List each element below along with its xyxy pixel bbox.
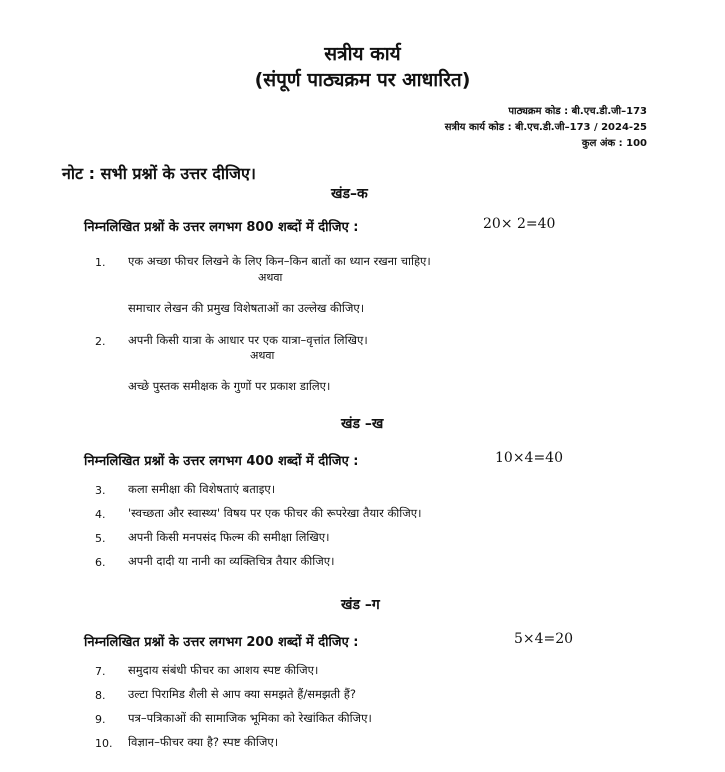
instruction-note: नोट : सभी प्रश्नों के उत्तर दीजिए।: [62, 164, 256, 183]
question-text: पत्र–पत्रिकाओं की सामाजिक भूमिका को रेखांकित कीजिए।: [128, 711, 372, 725]
question-number: 9.: [95, 713, 106, 726]
question-number: 10.: [95, 737, 113, 750]
section-heading-c: खंड –ग: [341, 597, 380, 613]
question-number: 2.: [95, 335, 106, 348]
section-instruction-c: निम्नलिखित प्रश्नों के उत्तर लगभग 200 शब्दों में दीजिए :: [84, 635, 359, 650]
section-marks-a: 20× 2=40: [483, 216, 556, 232]
page-title: सत्रीय कार्य: [324, 43, 401, 65]
question-text: एक अच्छा फीचर लिखने के लिए किन–किन बातों का ध्यान रखना चाहिए।: [128, 254, 431, 268]
or-label: अथवा: [258, 271, 283, 284]
question-number: 5.: [95, 532, 106, 545]
question-text: कला समीक्षा की विशेषताएं बताइए।: [128, 482, 276, 496]
question-text: 'स्वच्छता और स्वास्थ्य' विषय पर एक फीचर की रूपरेखा तैयार कीजिए।: [128, 506, 422, 520]
page-subtitle: (संपूर्ण पाठ्यक्रम पर आधारित): [254, 69, 471, 91]
question-text: उल्टा पिरामिड शैली से आप क्या समझते हैं/समझती हैं?: [128, 687, 356, 701]
question-number: 6.: [95, 556, 106, 569]
section-heading-a: खंड–क: [331, 186, 368, 202]
section-marks-b: 10×4=40: [495, 450, 563, 466]
section-instruction-a: निम्नलिखित प्रश्नों के उत्तर लगभग 800 शब्दों में दीजिए :: [84, 220, 359, 235]
total-marks: कुल अंक : 100: [581, 138, 647, 149]
question-number: 1.: [95, 256, 106, 269]
course-code: पाठ्यक्रम कोड : बी.एच.डी.जी–173: [508, 106, 647, 117]
section-heading-b: खंड –ख: [341, 416, 384, 432]
question-alternate-text: अच्छे पुस्तक समीक्षक के गुणों पर प्रकाश डालिए।: [128, 379, 331, 393]
section-marks-c: 5×4=20: [514, 631, 574, 647]
question-text: अपनी किसी यात्रा के आधार पर एक यात्रा–वृत्तांत लिखिए।: [128, 333, 368, 347]
question-text: अपनी दादी या नानी का व्यक्तिचित्र तैयार कीजिए।: [128, 554, 335, 568]
question-number: 3.: [95, 484, 106, 497]
question-alternate-text: समाचार लेखन की प्रमुख विशेषताओं का उल्लेख कीजिए।: [128, 301, 365, 315]
or-label: अथवा: [250, 349, 275, 362]
question-number: 4.: [95, 508, 106, 521]
question-number: 8.: [95, 689, 106, 702]
section-instruction-b: निम्नलिखित प्रश्नों के उत्तर लगभग 400 शब्दों में दीजिए :: [84, 454, 359, 469]
question-text: समुदाय संबंधी फीचर का आशय स्पष्ट कीजिए।: [128, 663, 319, 677]
assignment-code: सत्रीय कार्य कोड : बी.एच.डी.जी–173 / 2024-25: [444, 122, 647, 133]
question-text: विज्ञान–फीचर क्या है? स्पष्ट कीजिए।: [128, 735, 279, 749]
question-text: अपनी किसी मनपसंद फिल्म की समीक्षा लिखिए।: [128, 530, 330, 544]
question-number: 7.: [95, 665, 106, 678]
